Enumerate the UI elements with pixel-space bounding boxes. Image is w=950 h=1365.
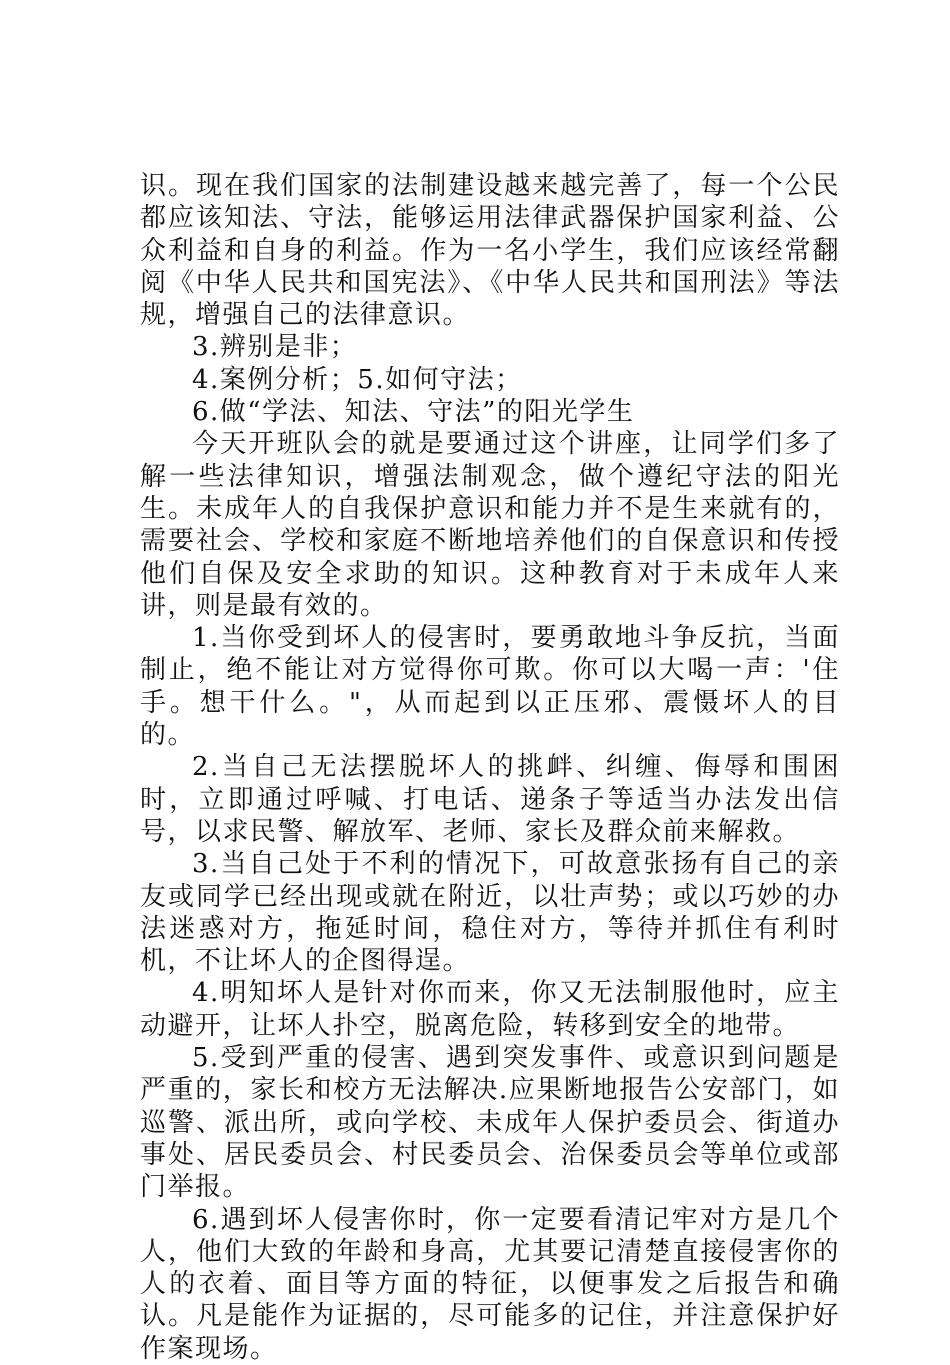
paragraph-continuation: 识。现在我们国家的法制建设越来越完善了，每一个公民都应该知法、守法，能够运用法律武器保护国家利益、公众利益和自身的利益。作为一名小学生，我们应该经常翻阅《中华人民共和国宪法》、《中华人民共和国刑法》等法规，增强自己的法律意识。: [140, 171, 840, 331]
document-body: [140, 170, 840, 1365]
list-item-4-5: 4.案例分析；5.如何守法；: [192, 364, 523, 395]
tip-item-3: 3.当自己处于不利的情况下，可故意张扬有自己的亲友或同学已经出现或就在附近，以壮声势；或以巧妙的办法迷惑对方，拖延时间，稳住对方，等待并抓住有利时机，不让坏人的企图得逞。: [140, 849, 840, 977]
list-item-6: 6.做“学法、知法、守法”的阳光学生: [192, 397, 635, 428]
tip-item-2: 2.当自己无法摆脱坏人的挑衅、纠缠、侮辱和围困时，立即通过呼喊、打电话、递条子等适当办法发出信号，以求民警、解放军、老师、家长及群众前来解救。: [140, 752, 840, 847]
list-item-3: 3.辨别是非；: [192, 332, 358, 363]
paragraph-intro: 今天开班队会的就是要通过这个讲座，让同学们多了解一些法律知识，增强法制观念，做个遵纪守法的阳光生。未成年人的自我保护意识和能力并不是生来就有的，需要社会、学校和家庭不断地培养他们的自保意识和传授他们自保及安全求助的知识。这种教育对于未成年人来讲，则是最有效的。: [140, 429, 840, 621]
tip-item-6: 6.遇到坏人侵害你时，你一定要看清记牢对方是几个人，他们大致的年龄和身高，尤其要记清楚直接侵害你的人的衣着、面目等方面的特征，以便事发之后报告和确认。凡是能作为证据的，尽可能多的记住，并注意保护好作案现场。: [140, 1204, 840, 1364]
tip-item-5: 5.受到严重的侵害、遇到突发事件、或意识到问题是严重的，家长和校方无法解决.应果断地报告公安部门，如巡警、派出所，或向学校、未成年人保护委员会、街道办事处、居民委员会、村民委员会、治保委员会等单位或部门举报。: [140, 1043, 840, 1203]
tip-item-4: 4.明知坏人是针对你而来，你又无法制服他时，应主动避开，让坏人扑空，脱离危险，转移到安全的地带。: [140, 978, 840, 1041]
tip-item-1: 1.当你受到坏人的侵害时，要勇敢地斗争反抗，当面制止，绝不能让对方觉得你可欺。你可以大喝一声：'住手。想干什么。"，从而起到以正压邪、震慑坏人的目的。: [140, 623, 840, 751]
